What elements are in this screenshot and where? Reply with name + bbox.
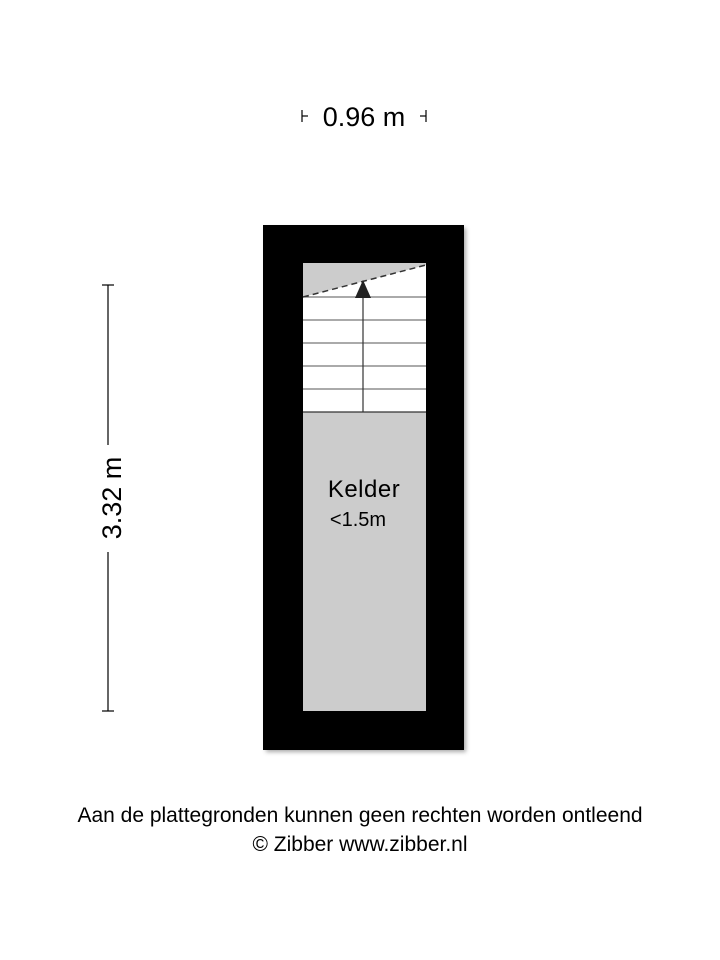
width-dimension (302, 102, 426, 132)
copyright-text: © Zibber www.zibber.nl (252, 833, 468, 856)
room-height-note: <1.5m (329, 509, 387, 531)
height-dimension (97, 285, 127, 711)
width-dimension-label: 0.96 m (322, 102, 406, 132)
height-dimension-label: 3.32 m (97, 456, 127, 540)
room-name: Kelder (327, 476, 401, 503)
disclaimer-text: Aan de plattegronden kunnen geen rechten worden ontleend (77, 804, 643, 827)
